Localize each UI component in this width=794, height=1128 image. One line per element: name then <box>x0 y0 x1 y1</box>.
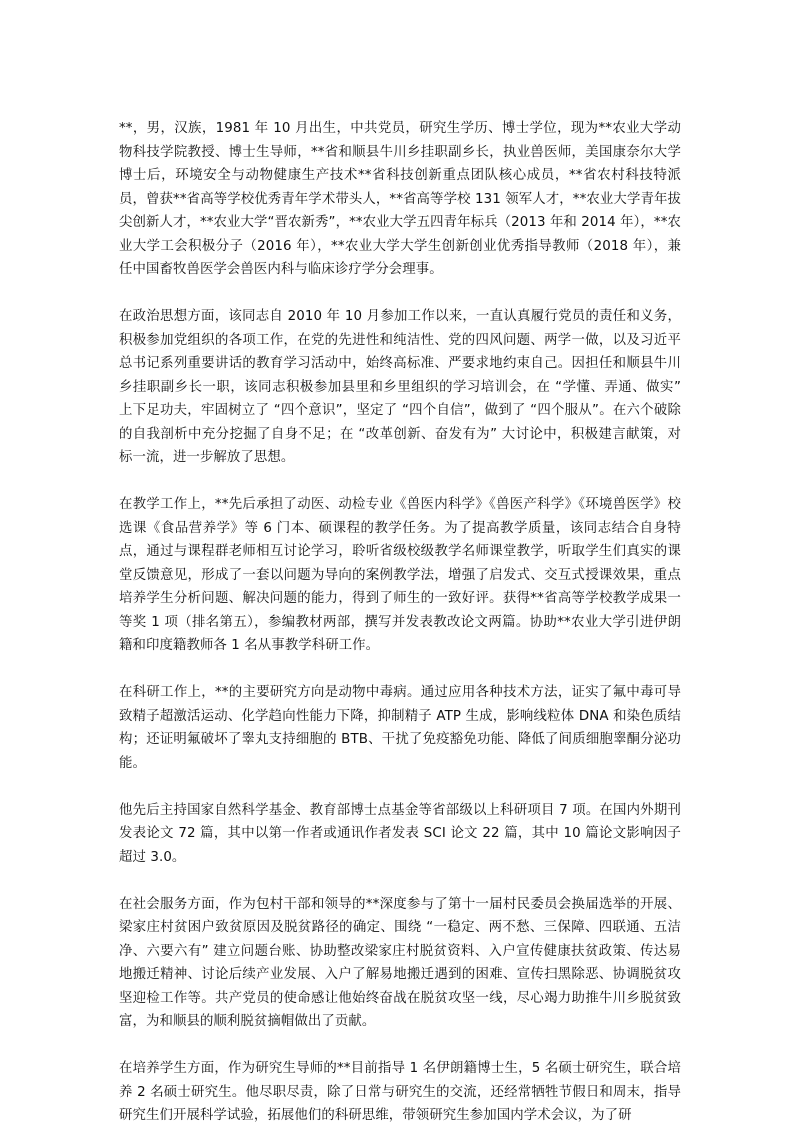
paragraph-student-training: 在培养学生方面，作为研究生导师的**目前指导 1 名伊朗籍博士生，5 名硕士研究生，联合培养 2 名硕士研究生。他尽职尽责，除了日常与研究生的交流，还经常牺牲节假日和周末，指导研究生们开展科学试验，拓展他们的科研思维，带领研究生参加国内学术会议，为了研 <box>119 1061 681 1123</box>
paragraph-research: 在科研工作上，**的主要研究方向是动物中毒病。通过应用各种技术方法，证实了氟中毒可导致精子超激活运动、化学趋向性能力下降，抑制精子 ATP 生成，影响线粒体 DNA 和染色质结构；还证明氟破坏了睾丸支持细胞的 BTB、干扰了免疫豁免功能、降低了间质细胞睾酮分泌功能。 <box>119 685 681 771</box>
paragraph-research-output: 他先后主持国家自然科学基金、教育部博士点基金等省部级以上科研项目 7 项。在国内外期刊发表论文 72 篇，其中以第一作者或通讯作者发表 SCI 论文 22 篇，其中 10 篇论文影响因子超过 3.0。 <box>119 802 681 865</box>
paragraph-social-service: 在社会服务方面，作为包村干部和领导的**深度参与了第十一届村民委员会换届选举的开展、梁家庄村贫困户致贫原因及脱贫路径的确定、围绕 “一稳定、两不愁、三保障、四联通、五洁净、六要六有” 建立问题台账、协助整改梁家庄村脱贫资料、入户宣传健康扶贫政策、传达易地搬迁精神、讨论后续产业发展、入户了解易地搬迁遇到的困难、宣传扫黑除恶、协调脱贫攻坚迎检工作等。共产党员的使命感让他始终奋战在脱贫攻坚一线，尽心竭力助推牛川乡脱贫致富，为和顺县的顺利脱贫摘帽做出了贡献。 <box>119 896 681 1029</box>
paragraph-political-ideology: 在政治思想方面，该同志自 2010 年 10 月参加工作以来，一直认真履行党员的责任和义务，积极参加党组织的各项工作，在党的先进性和纯洁性、党的四风问题、两学一做，以及习近平总书记系列重要讲话的教育学习活动中，始终高标准、严要求地约束自己。因担任和顺县牛川乡挂职副乡长一职，该同志积极参加县里和乡里组织的学习培训会，在 “学懂、弄通、做实” 上下足功夫，牢固树立了 “四个意识”，坚定了 “四个自信”，做到了 “四个服从”。在六个破除的自我剖析中充分挖掘了自身不足；在 “改革创新、奋发有为” 大讨论中，积极建言献策，对标一流，进一步解放了思想。 <box>119 309 681 465</box>
document-body <box>119 117 681 1128</box>
paragraph-profile: **，男，汉族，1981 年 10 月出生，中共党员，研究生学历、博士学位，现为**农业大学动物科技学院教授、博士生导师，**省和顺县牛川乡挂职副乡长，执业兽医师，美国康奈尔大学博士后，环境安全与动物健康生产技术**省科技创新重点团队核心成员，**省农村科技特派员，曾获**省高等学校优秀青年学术带头人，**省高等学校 131 领军人才，**农业大学青年拔尖创新人才，**农业大学“晋农新秀”，**农业大学五四青年标兵（2013 年和 2014 年），**农业大学工会积极分子（2016 年），**农业大学大学生创新创业优秀指导教师（2018 年），兼任中国畜牧兽医学会兽医内科与临床诊疗学分会理事。 <box>119 121 681 277</box>
paragraph-teaching: 在教学工作上，**先后承担了动医、动检专业《兽医内科学》《兽医产科学》《环境兽医学》校选课《食品营养学》等 6 门本、硕课程的教学任务。为了提高教学质量，该同志结合自身特点，通过与课程群老师相互讨论学习，聆听省级校级教学名师课堂教学，听取学生们真实的课堂反馈意见，形成了一套以问题为导向的案例教学法，增强了启发式、交互式授课效果，重点培养学生分析问题、解决问题的能力，得到了师生的一致好评。获得**省高等学校教学成果一等奖 1 项（排名第五），参编教材两部，撰写并发表教改论文两篇。协助**农业大学引进伊朗籍和印度籍教师各 1 名从事教学科研工作。 <box>119 497 681 653</box>
